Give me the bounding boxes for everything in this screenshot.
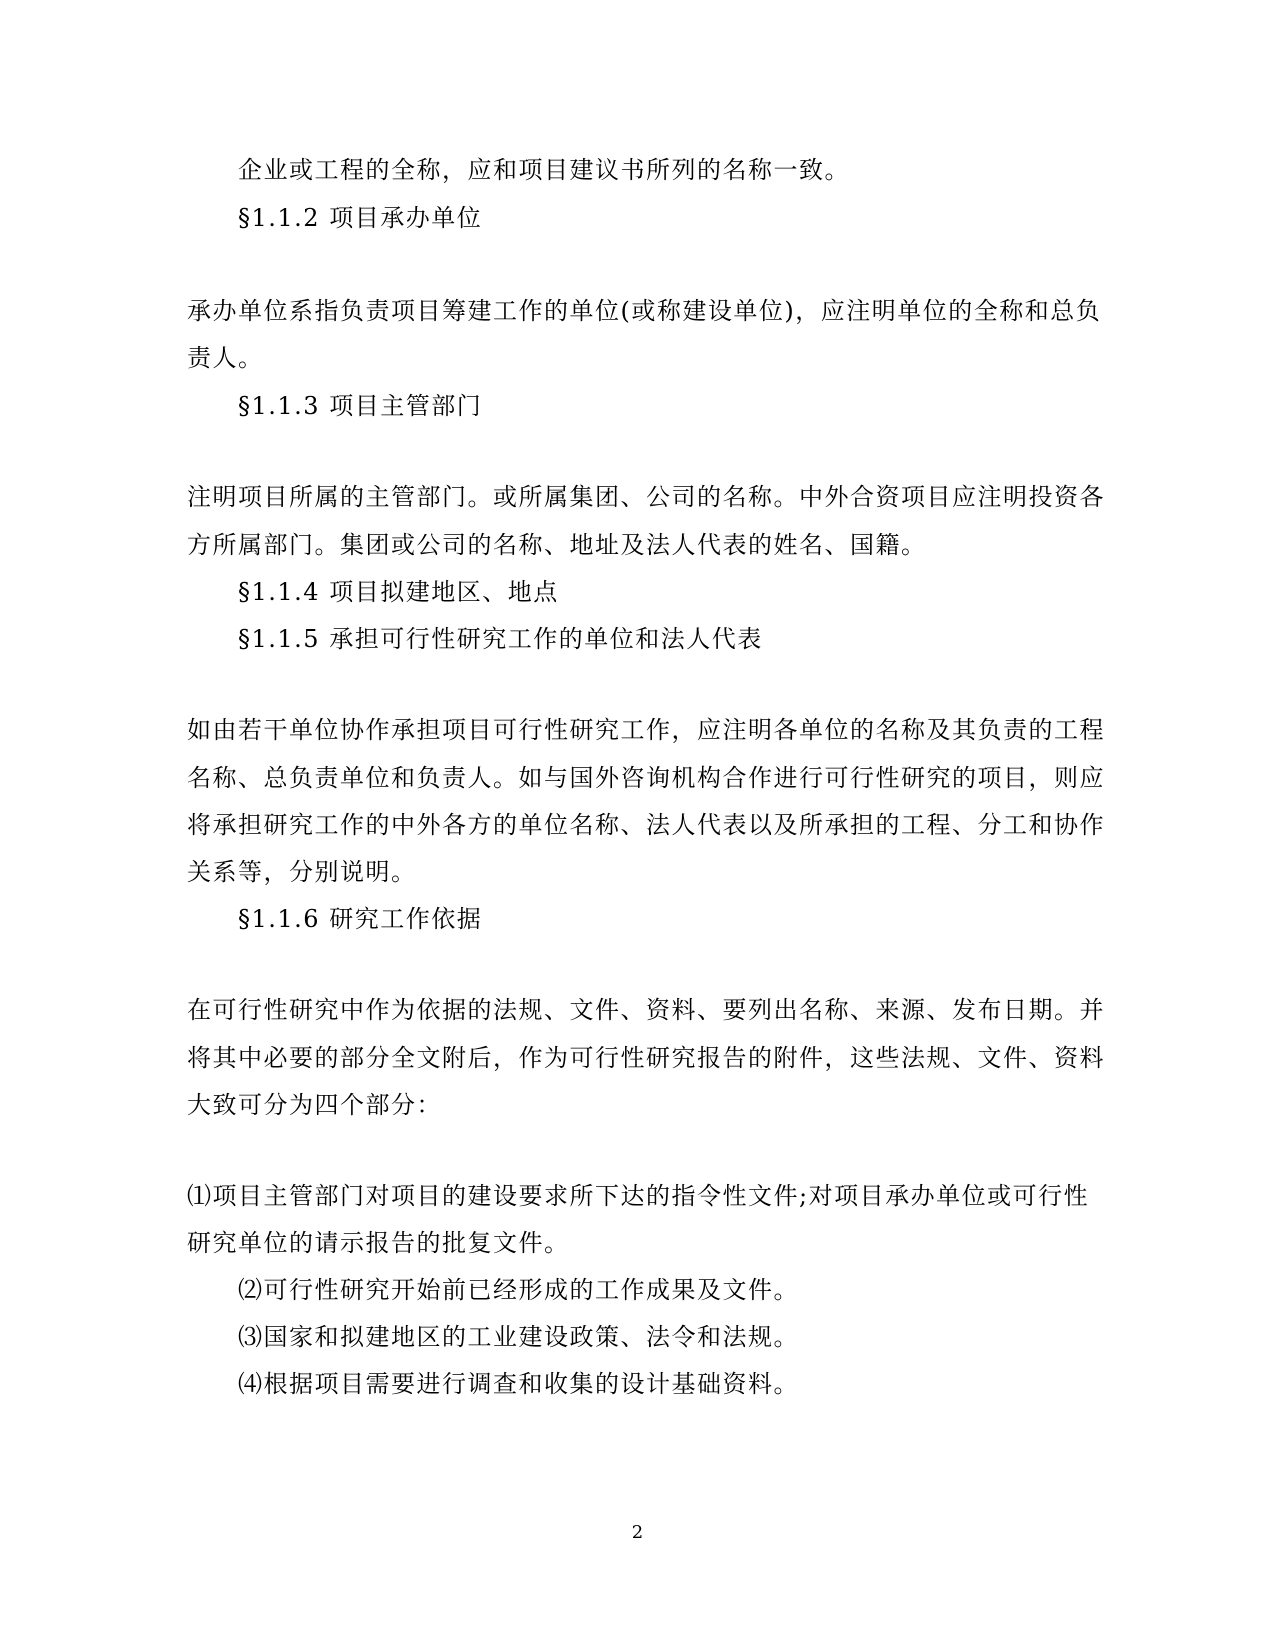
list-item: ⑵可行性研究开始前已经形成的工作成果及文件。: [238, 1276, 799, 1304]
list-item-line: 研究单位的请示报告的批复文件。: [187, 1229, 570, 1257]
paragraph-line: 注明项目所属的主管部门。或所属集团、公司的名称。中外合资项目应注明投资各: [187, 483, 1105, 511]
section-heading-1-1-4: §1.1.4 项目拟建地区、地点: [238, 578, 559, 606]
list-item: ⑶国家和拟建地区的工业建设政策、法令和法规。: [238, 1323, 799, 1351]
paragraph-line: 责人。: [187, 344, 264, 372]
section-heading-1-1-6: §1.1.6 研究工作依据: [238, 905, 483, 933]
section-heading-1-1-5: §1.1.5 承担可行性研究工作的单位和法人代表: [238, 625, 763, 653]
section-heading-1-1-3: §1.1.3 项目主管部门: [238, 392, 483, 420]
paragraph-line: 将其中必要的部分全文附后，作为可行性研究报告的附件，这些法规、文件、资料: [187, 1044, 1105, 1072]
paragraph-line: 大致可分为四个部分：: [187, 1091, 442, 1119]
paragraph-line: 承办单位系指负责项目筹建工作的单位(或称建设单位)，应注明单位的全称和总负: [187, 297, 1102, 325]
paragraph-line: 方所属部门。集团或公司的名称、地址及法人代表的姓名、国籍。: [187, 531, 927, 559]
paragraph-line: 企业或工程的全称，应和项目建议书所列的名称一致。: [238, 156, 850, 184]
list-item: ⑷根据项目需要进行调查和收集的设计基础资料。: [238, 1370, 799, 1398]
page-number: 2: [631, 1522, 644, 1543]
paragraph-line: 名称、总负责单位和负责人。如与国外咨询机构合作进行可行性研究的项目，则应: [187, 764, 1105, 792]
paragraph-line: 在可行性研究中作为依据的法规、文件、资料、要列出名称、来源、发布日期。并: [187, 996, 1105, 1024]
paragraph-line: 如由若干单位协作承担项目可行性研究工作，应注明各单位的名称及其负责的工程: [187, 716, 1105, 744]
list-item-line: ⑴项目主管部门对项目的建设要求所下达的指令性文件;对项目承办单位或可行性: [187, 1182, 1090, 1210]
paragraph-line: 关系等，分别说明。: [187, 858, 417, 886]
section-heading-1-1-2: §1.1.2 项目承办单位: [238, 204, 483, 232]
paragraph-line: 将承担研究工作的中外各方的单位名称、法人代表以及所承担的工程、分工和协作: [187, 811, 1105, 839]
